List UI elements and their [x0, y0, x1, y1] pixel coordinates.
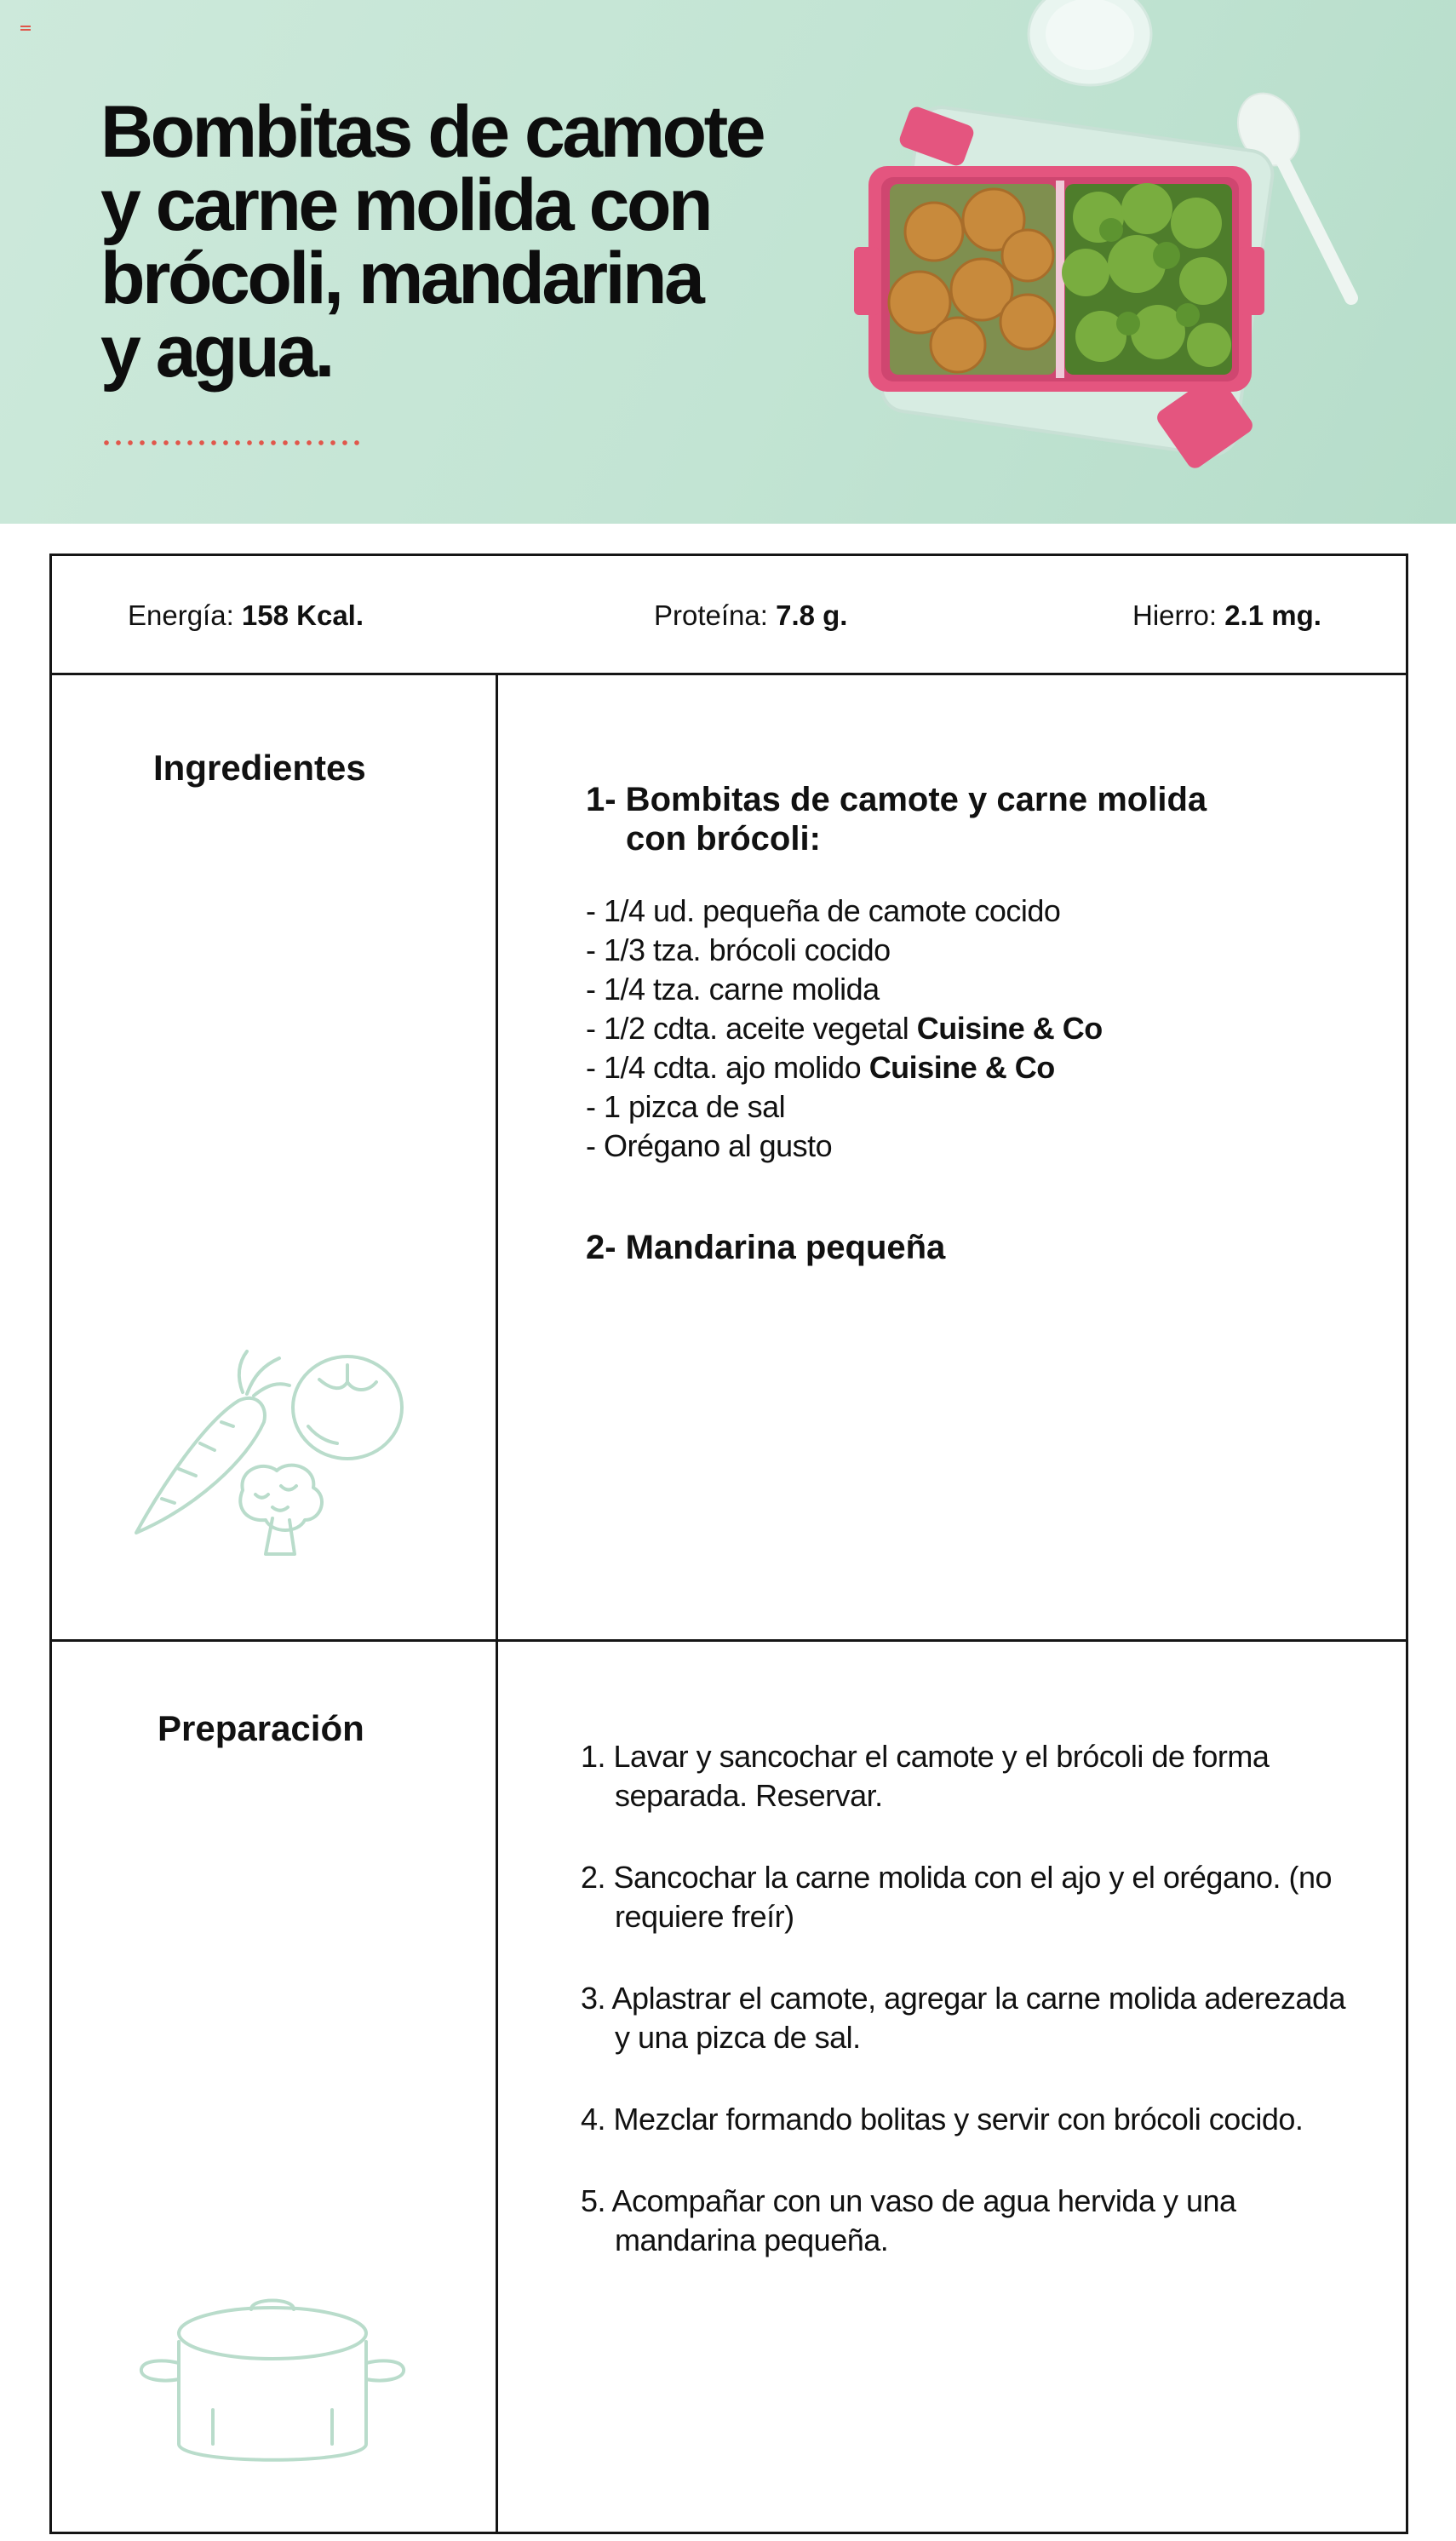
nutrition-value: 7.8 g. [776, 599, 848, 631]
column-divider [496, 673, 498, 2534]
ingredient-text: - Orégano al gusto [586, 1128, 833, 1163]
nutrition-label: Proteína: [654, 599, 768, 631]
vegetables-illustration [128, 1341, 417, 1571]
list-item [586, 970, 1103, 1009]
list-item [586, 1127, 1103, 1166]
nutrition-protein [654, 599, 847, 633]
title-line: Bombitas de camote [100, 91, 764, 173]
recipe-title [100, 91, 850, 393]
title-line: y agua. [100, 311, 332, 393]
list-item [586, 892, 1103, 931]
lunchbox-photo [830, 0, 1456, 524]
hero-banner [0, 0, 1456, 524]
ingredient-text: - 1/3 tza. brócoli cocido [586, 932, 891, 967]
ingredient-group-title: 2- Mandarina pequeña [586, 1229, 946, 1266]
list-item: 3. Aplastrar el camote, agregar la carne molida aderezada y una pizca de sal. [581, 1981, 1346, 2055]
list-item: 2. Sancochar la carne molida con el ajo y el orégano. (no requiere freír) [581, 1860, 1333, 1934]
nutrition-iron [1132, 599, 1321, 633]
nutrition-label: Energía: [128, 599, 234, 631]
preparation-heading: Preparación [158, 1708, 364, 1748]
preparation-steps [581, 1737, 1364, 2303]
row-divider [49, 1639, 1408, 1642]
ingredient-text: - 1/4 ud. pequeña de camote cocido [586, 893, 1061, 928]
nutrition-value: 158 Kcal. [241, 599, 364, 631]
group-title-line: 1- Bombitas de camote y carne molida [586, 781, 1207, 818]
ingredients-heading: Ingredientes [153, 748, 366, 788]
row-divider [49, 673, 1408, 675]
list-item: 5. Acompañar con un vaso de agua hervida y una mandarina pequeña. [581, 2183, 1236, 2257]
dotted-divider [100, 439, 364, 446]
title-line: y carne molida con [100, 164, 711, 246]
nutrition-label: Hierro: [1132, 599, 1218, 631]
ingredient-group-title [586, 780, 1207, 858]
ingredient-text: - 1/4 cdta. ajo molido [586, 1050, 869, 1085]
ingredient-text: - 1/2 cdta. aceite vegetal [586, 1011, 917, 1046]
broccoli-icon [240, 1466, 322, 1554]
list-item: 1. Lavar y sancochar el camote y el brócoli de forma separada. Reservar. [581, 1739, 1270, 1813]
brand-name: Cuisine & Co [916, 1011, 1103, 1046]
pot-icon [136, 2291, 409, 2478]
nutrition-value: 2.1 mg. [1224, 599, 1321, 631]
ingredient-list [586, 892, 1103, 1166]
brand-name: Cuisine & Co [868, 1050, 1055, 1085]
ingredient-text: - 1/4 tza. carne molida [586, 972, 880, 1007]
list-item [586, 931, 1103, 970]
tomato-icon [293, 1357, 402, 1459]
title-line: brócoli, mandarina [100, 238, 702, 319]
list-item [586, 1087, 1103, 1127]
group-title-line: con brócoli: [626, 820, 821, 858]
list-item [586, 1048, 1103, 1087]
carrot-icon [136, 1351, 289, 1533]
list-item [586, 1009, 1103, 1048]
nutrition-energy [128, 599, 364, 633]
menu-icon[interactable] [20, 26, 31, 32]
ingredient-text: - 1 pizca de sal [586, 1089, 786, 1124]
list-item: 4. Mezclar formando bolitas y servir con brócoli cocido. [581, 2102, 1304, 2137]
